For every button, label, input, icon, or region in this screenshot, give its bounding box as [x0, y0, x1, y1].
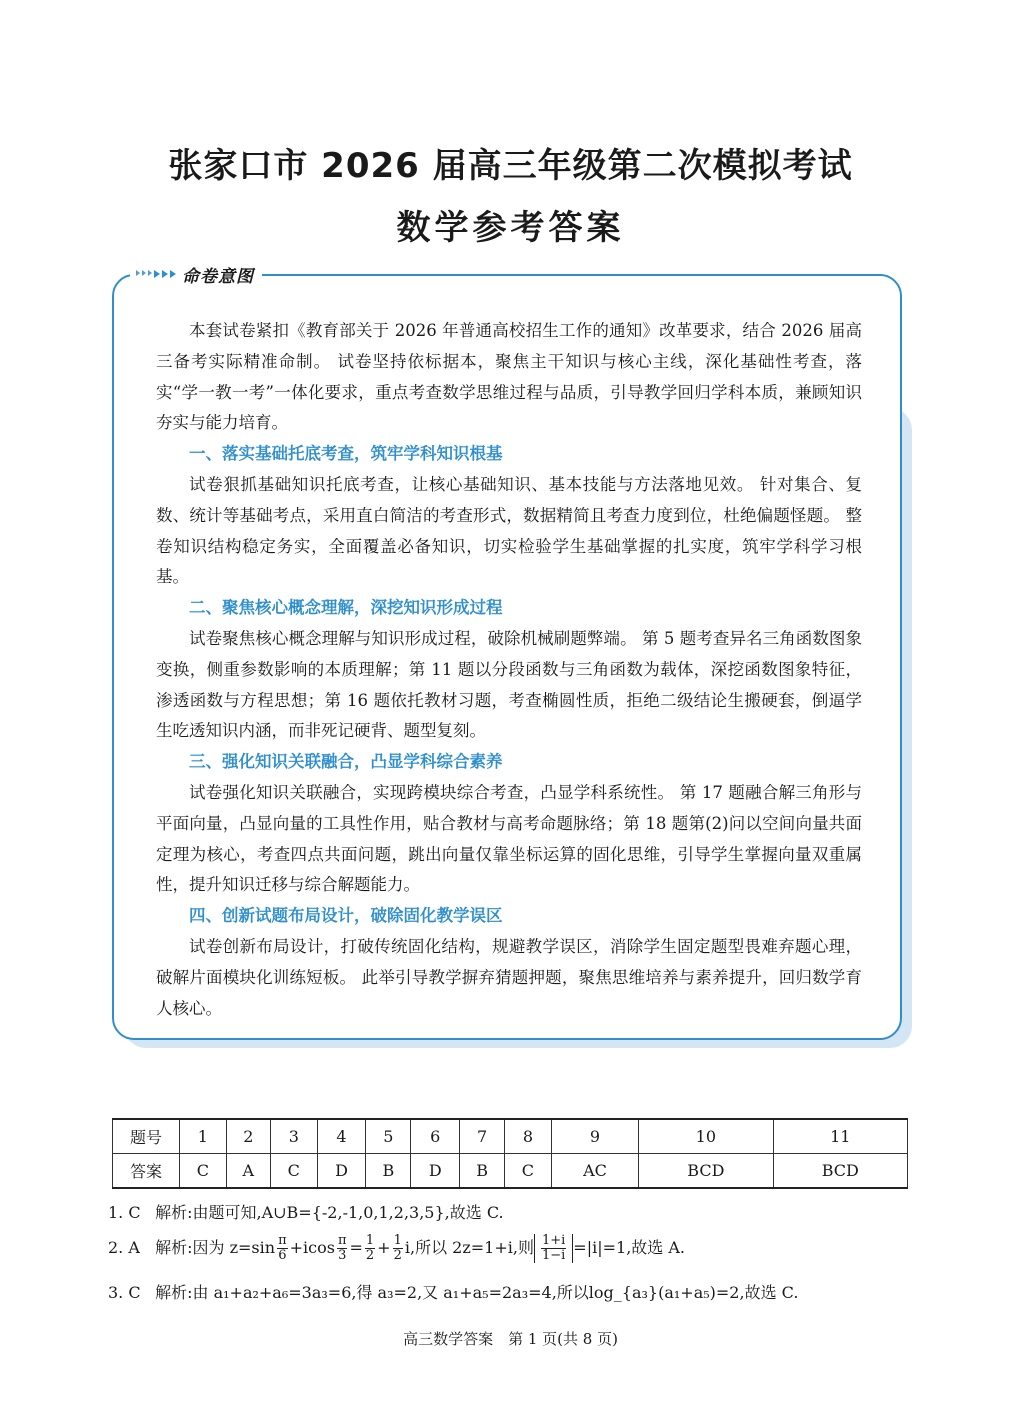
section-body-1: 试卷狠抓基础知识托底考查，让核心基础知识、基本技能与方法落地见效。 针对集合、复数、统计等基础考点，采用直白简洁的考查形式，数据精简且考查力度到位，杜绝偏题怪题。 整卷知识结构稳定务实，全面覆盖必备知识，切实检验学生基础掌握的扎实度，筑牢学科学习根基。	[156, 474, 862, 587]
section-body-3: 试卷强化知识关联融合，实现跨模块综合考查，凸显学科系统性。 第 17 题融合解三角形与平面向量，凸显向量的工具性作用，贴合教材与高考命题脉络；第 18 题第(2)问以空间向量共面定理为核心，考查四点共面问题，跳出向量仅靠坐标运算的固化思维，引导学生掌握向量双重属性，提升知识迁移与综合解题能力。	[156, 782, 862, 895]
section-body-4: 试卷创新布局设计，打破传统固化结构，规避教学误区，消除学生固定题型畏难弃题心理，破解片面模块化训练短板。 此举引导教学摒弃猜题押题，聚焦思维培养与素养提升，回归数学育人核心。	[156, 936, 862, 1018]
table-cell: 4	[317, 1119, 366, 1154]
fraction	[277, 1234, 288, 1263]
numerator: 1	[365, 1233, 375, 1248]
denominator: 2	[393, 1248, 402, 1263]
table-cell-label: 题号	[113, 1119, 180, 1154]
intent-content	[156, 316, 862, 1024]
table-cell: C	[505, 1154, 552, 1189]
numerator: 1	[393, 1233, 402, 1248]
absolute-value	[534, 1234, 573, 1263]
table-cell: 3	[270, 1119, 317, 1154]
denominator: 6	[278, 1248, 287, 1263]
numerator: π	[278, 1233, 287, 1248]
table-cell: C	[270, 1154, 317, 1189]
solution-text: :因为 z=sin	[187, 1238, 276, 1257]
page-footer: 高三数学答案 第 1 页(共 8 页)	[403, 1330, 618, 1348]
fraction	[337, 1234, 348, 1263]
section-heading-1: 一、落实基础托底考查，筑牢学科知识根基	[189, 444, 503, 464]
table-cell: D	[317, 1154, 366, 1189]
section-heading-2: 二、聚焦核心概念理解，深挖知识形成过程	[189, 598, 503, 618]
solution-1	[108, 1200, 504, 1223]
table-cell: 10	[639, 1119, 773, 1154]
denominator: 2	[365, 1248, 375, 1263]
table-cell: 9	[551, 1119, 638, 1154]
solution-text: =|i|=1,故选 A.	[573, 1238, 686, 1257]
numerator: π	[337, 1233, 347, 1248]
solution-text: +icos	[289, 1238, 335, 1257]
solution-text: =	[349, 1238, 363, 1257]
fraction	[541, 1234, 566, 1263]
answer-table	[112, 1118, 908, 1189]
table-cell: AC	[551, 1154, 638, 1189]
document-subtitle: 数学参考答案	[396, 208, 625, 248]
table-cell: BCD	[639, 1154, 773, 1189]
solution-2	[108, 1234, 685, 1263]
solution-number: 3. C	[108, 1283, 141, 1302]
denominator: 3	[338, 1248, 347, 1263]
table-row-numbers	[113, 1119, 908, 1154]
arrow-decoration-icon	[136, 270, 176, 278]
solution-text: :由题可知,A∪B={-2,-1,0,1,2,3,5},故选 C.	[187, 1203, 504, 1222]
table-cell: 8	[505, 1119, 552, 1154]
section-heading-3: 三、强化知识关联融合，凸显学科综合素养	[189, 752, 503, 772]
solution-label: 解析	[155, 1203, 188, 1222]
intent-intro: 本套试卷紧扣《教育部关于 2026 年普通高校招生工作的通知》改革要求，结合 2026 届高三备考实际精准命制。 试卷坚持依标据本，聚焦主干知识与核心主线，深化基础性考查，落实“学一教一考”一体化要求，重点考查数学思维过程与品质，引导教学回归学科本质，兼顾知识夯实与能力培育。	[156, 321, 862, 433]
table-cell: 5	[366, 1119, 411, 1154]
table-cell: 7	[460, 1119, 505, 1154]
table-cell: 2	[226, 1119, 270, 1154]
table-cell: D	[411, 1154, 460, 1189]
table-row-answers	[113, 1154, 908, 1189]
table-cell: 6	[411, 1119, 460, 1154]
table-cell-label: 答案	[113, 1154, 180, 1189]
table-cell: BCD	[773, 1154, 907, 1189]
solution-number: 2. A	[108, 1238, 140, 1257]
table-cell: B	[366, 1154, 411, 1189]
intent-box-tag	[130, 262, 262, 286]
section-heading-4: 四、创新试题布局设计，破除固化教学误区	[189, 906, 503, 926]
solution-text: i,所以 2z=1+i,则	[404, 1238, 534, 1257]
solution-3	[108, 1280, 798, 1303]
table-cell: A	[226, 1154, 270, 1189]
fraction	[365, 1234, 375, 1263]
solution-label: 解析	[155, 1283, 188, 1302]
fraction	[393, 1234, 403, 1263]
solution-text: +	[377, 1238, 391, 1257]
table-cell: 1	[180, 1119, 227, 1154]
table-cell: 11	[773, 1119, 907, 1154]
numerator: 1+i	[541, 1233, 566, 1248]
table-cell: C	[180, 1154, 227, 1189]
section-body-2: 试卷聚焦核心概念理解与知识形成过程，破除机械刷题弊端。 第 5 题考查异名三角函数图象变换，侧重参数影响的本质理解；第 11 题以分段函数与三角函数为载体，深挖函数图象特征，渗透函数与方程思想；第 16 题依托教材习题，考查椭圆性质，拒绝二级结论生搬硬套，倒逼学生吃透知识内涵，而非死记硬背、题型复刻。	[156, 628, 862, 741]
denominator: 1−i	[541, 1248, 566, 1263]
solution-number: 1. C	[108, 1203, 141, 1222]
document-title: 张家口市 2026 届高三年级第二次模拟考试	[168, 146, 853, 186]
solution-text: :由 a₁+a₂+a₆=3a₃=6,得 a₃=2,又 a₁+a₅=2a₃=4,所以log_{a₃}(a₁+a₅)=2,故选 C.	[187, 1283, 799, 1302]
solution-label: 解析	[155, 1238, 188, 1257]
intent-tag-label: 命卷意图	[182, 266, 254, 287]
table-cell: B	[460, 1154, 505, 1189]
